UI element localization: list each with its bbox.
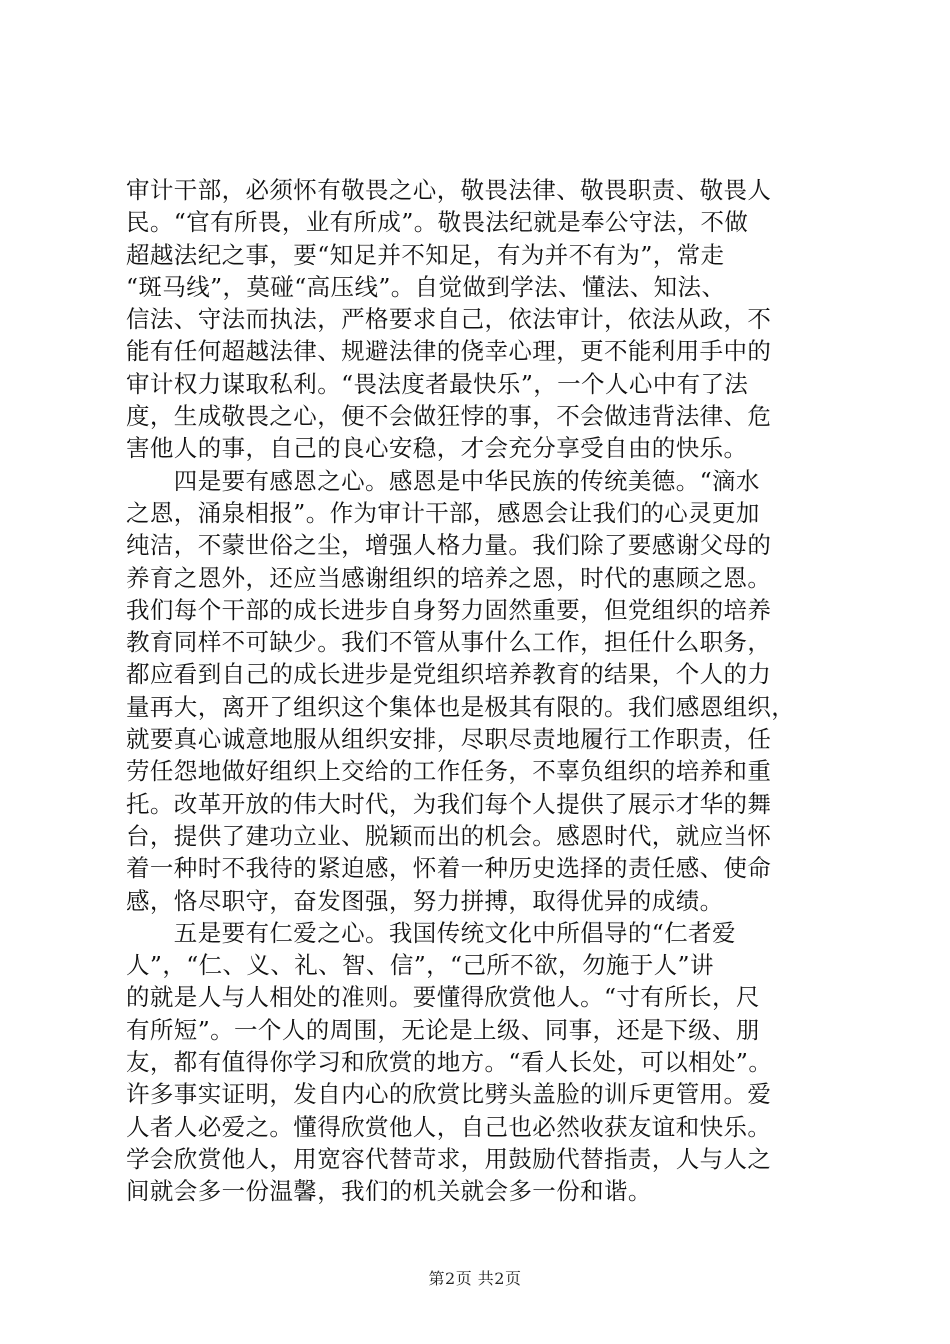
text-line: 审计权力谋取私利。“畏法度者最快乐”，一个人心中有了法: [126, 369, 749, 398]
text-line: 民。“官有所畏，业有所成”。敬畏法纪就是奉公守法，不做: [126, 208, 749, 237]
text-line: 托。改革开放的伟大时代，为我们每个人提供了展示才华的舞: [126, 789, 772, 818]
text-line: 友，都有值得你学习和欣赏的地方。“看人长处，可以相处”。: [126, 1048, 773, 1077]
text-line: 台，提供了建功立业、脱颖而出的机会。感恩时代，就应当怀: [126, 821, 772, 850]
text-line: 超越法纪之事，要“知足并不知足，有为并不有为”，常走: [126, 240, 725, 269]
text-line: 养育之恩外，还应当感谢组织的培养之恩，时代的惠顾之恩。: [126, 563, 772, 592]
text-line: 害他人的事，自己的良心安稳，才会充分享受自由的快乐。: [126, 434, 748, 463]
text-line: 许多事实证明，发自内心的欣赏比劈头盖脸的训斥更管用。爱: [126, 1080, 772, 1109]
text-line: 纯洁，不蒙世俗之尘，增强人格力量。我们除了要感谢父母的: [126, 531, 772, 560]
text-line: “斑马线”，莫碰“高压线”。自觉做到学法、懂法、知法、: [126, 272, 726, 301]
text-line: 着一种时不我待的紧迫感，怀着一种历史选择的责任感、使命: [126, 854, 772, 883]
text-line: 劳任怨地做好组织上交给的工作任务，不辜负组织的培养和重: [126, 757, 772, 786]
document-body: [126, 174, 846, 1208]
text-line: 审计干部，必须怀有敬畏之心，敬畏法律、敬畏职责、敬畏人: [126, 176, 772, 204]
text-line: 量再大，离开了组织这个集体也是极其有限的。我们感恩组织，: [126, 692, 796, 721]
text-line: 感，恪尽职守，奋发图强，努力拼搏，取得优异的成绩。: [126, 886, 724, 915]
text-line: 信法、守法而执法，严格要求自己，依法审计，依法从政，不: [126, 305, 772, 334]
text-line: 学会欣赏他人，用宽容代替苛求，用鼓励代替指责，人与人之: [126, 1144, 772, 1173]
page-number-footer: 第2页 共2页: [428, 1269, 522, 1288]
text-line: 度，生成敬畏之心，便不会做狂悖的事，不会做违背法律、危: [126, 402, 772, 431]
text-line: 都应看到自己的成长进步是党组织培养教育的结果，个人的力: [126, 660, 772, 689]
text-line: 能有任何超越法律、规避法律的侥幸心理，更不能利用手中的: [126, 337, 772, 366]
text-line: 间就会多一份温馨，我们的机关就会多一份和谐。: [126, 1177, 652, 1206]
text-line: 我们每个干部的成长进步自身努力固然重要，但党组织的培养: [126, 595, 772, 624]
text-line: 之恩，涌泉相报”。作为审计干部，感恩会让我们的心灵更加: [126, 498, 760, 527]
text-line: 的就是人与人相处的准则。要懂得欣赏他人。“寸有所长，尺: [126, 983, 760, 1012]
text-line: 就要真心诚意地服从组织安排，尽职尽责地履行工作职责，任: [126, 725, 772, 754]
text-line: 有所短”。一个人的周围，无论是上级、同事，还是下级、朋: [126, 1015, 760, 1044]
text-line: 四是要有感恩之心。感恩是中华民族的传统美德。“滴水: [126, 466, 760, 495]
text-line: 人者人必爱之。懂得欣赏他人，自己也必然收获友谊和快乐。: [126, 1112, 772, 1141]
text-line: 五是要有仁爱之心。我国传统文化中所倡导的“仁者爱: [126, 918, 736, 947]
text-line: 教育同样不可缺少。我们不管从事什么工作，担任什么职务，: [126, 628, 772, 657]
text-line: 人”，“仁、义、礼、智、信”，“己所不欲，勿施于人”讲: [126, 951, 714, 980]
